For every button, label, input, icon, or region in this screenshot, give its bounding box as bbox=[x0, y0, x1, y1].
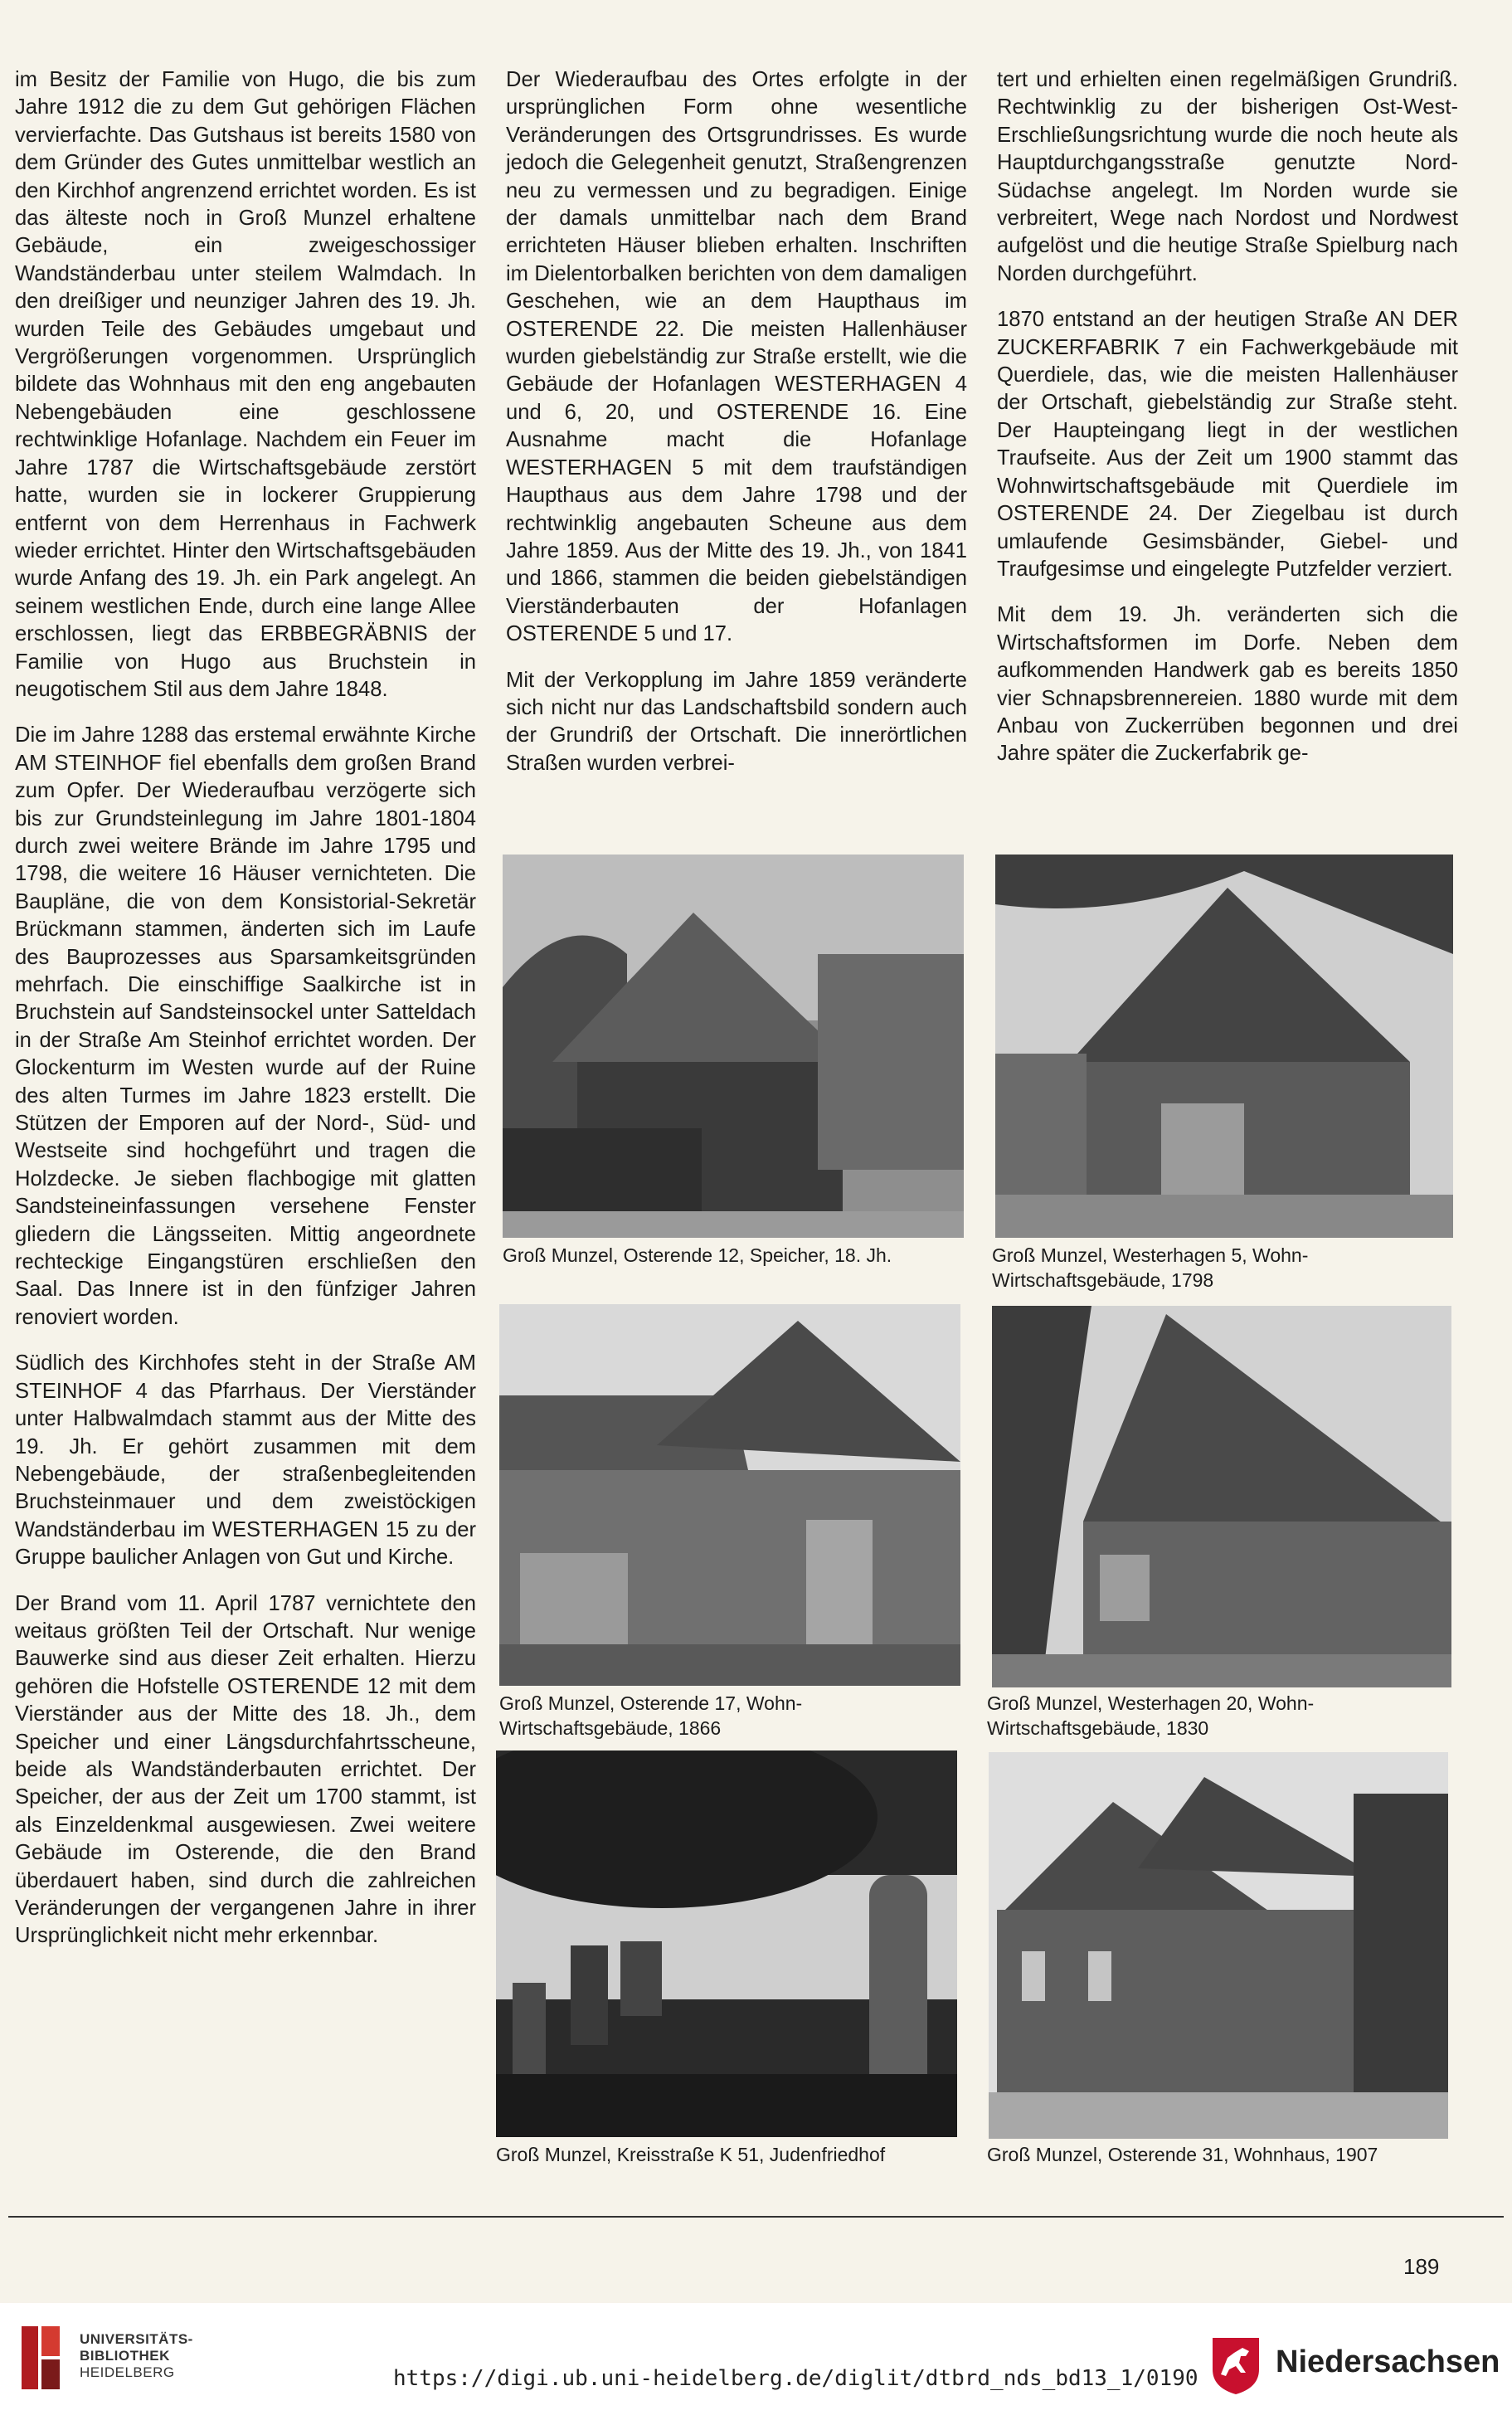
text-column-3 bbox=[997, 66, 1458, 786]
paragraph: Der Brand vom 11. April 1787 vernichtete den weitaus größten Teil der Ortschaft. Nur wenige Bauwerke sind aus dieser Zeit erhalten. Hierzu gehören die Hofstelle OSTERENDE 12 mit dem Vierständer aus der Mitte des 18. Jh., dem Speicher und einer Längsdurchfahrtsscheune, beide als Wandständerbauten errichtet. Der Speicher, der aus der Zeit um 1700 stammt, ist als Einzeldenkmal ausgewiesen. Zwei weitere Gebäude im Osterende, die den Brand überdauert haben, sind durch die zahlreichen Veränderungen der vergangenen Jahre in ihrer Ursprünglichkeit nicht mehr erkennbar. bbox=[15, 1591, 476, 1948]
photo-judenfriedhof bbox=[496, 1750, 957, 2137]
photo-osterende-17 bbox=[499, 1304, 960, 1686]
library-name[interactable] bbox=[80, 2331, 193, 2381]
niedersachsen-horse-icon bbox=[1209, 2333, 1262, 2396]
paragraph: im Besitz der Familie von Hugo, die bis zum Jahre 1912 die zu dem Gut gehörigen Flächen vervierfachte. Das Gutshaus ist bereits 1580 von dem Gründer des Gutes unmittelbar westlich an den Kirchhof angrenzend errichtet worden. Es ist das älteste noch in Groß Munzel erhaltene Gebäude, ein zweigeschossiger Wandständerbau unter steilem Walmdach. In den dreißiger und neunziger Jahren des 19. Jh. wurden Teile des Gebäudes umgebaut und Vergrößerungen vorgenommen. Ursprünglich bildete das Wohnhaus mit den eng angebauten Nebengebäuden eine geschlossene rechtwinklige Hofanlage. Nachdem ein Feuer im Jahre 1787 die Wirtschaftsgebäude zerstört hatte, wurden sie in lockerer Gruppierung entfernt von dem Herrenhaus in Fachwerk wieder errichtet. Hinter den Wirtschaftsgebäuden wurde Anfang des 19. Jh. ein Park angelegt. An seinem westlichen Ende, durch eine lange Allee erschlossen, liegt das ERBBEGRÄBNIS der Familie von Hugo aus Bruchstein in neugotischem Stil aus dem Jahre 1848. bbox=[15, 68, 476, 701]
paragraph: Mit der Verkopplung im Jahre 1859 veränderte sich nicht nur das Landschaftsbild sondern auch der Grundriß der Ortschaft. Die innerörtlichen Straßen wurden verbrei- bbox=[506, 668, 967, 775]
photo-caption: Groß Munzel, Kreisstraße K 51, Judenfriedhof bbox=[496, 2144, 886, 2165]
paragraph: Mit dem 19. Jh. veränderten sich die Wirtschaftsformen im Dorfe. Neben dem aufkommenden Handwerk gab es bereits 1850 vier Schnapsbrennereien. 1880 wurde mit dem Anbau von Zuckerrüben begonnen und drei Jahre später die Zuckerfabrik ge- bbox=[997, 603, 1458, 766]
photo-westerhagen-5 bbox=[995, 855, 1453, 1238]
photo-caption: Groß Munzel, Westerhagen 5, Wohn-Wirtschaftsgebäude, 1798 bbox=[992, 1244, 1309, 1291]
state-name[interactable]: Niedersachsen bbox=[1276, 2345, 1500, 2379]
photo-osterende-31 bbox=[989, 1752, 1448, 2139]
paragraph: tert und erhielten einen regelmäßigen Grundriß. Rechtwinklig zu der bisherigen Ost-West-Erschließungsrichtung wurde die noch heute als Hauptdurchgangsstraße genutzte Nord-Südachse angelegt. Im Norden wurde sie verbreitert, Wege nach Nordost und Nordwest aufgelöst und die heutige Straße Spielburg nach Norden durchgeführt. bbox=[997, 68, 1458, 285]
document-url-link[interactable]: https://digi.ub.uni-heidelberg.de/diglit/dtbrd_nds_bd13_1/0190 bbox=[393, 2366, 1198, 2391]
text-column-1 bbox=[15, 66, 476, 1969]
photo-osterende-12 bbox=[503, 855, 964, 1238]
photo-caption: Groß Munzel, Osterende 12, Speicher, 18. Jh. bbox=[503, 1244, 892, 1266]
university-library-logo-icon bbox=[18, 2323, 63, 2393]
paragraph: Die im Jahre 1288 das erstemal erwähnte Kirche AM STEINHOF fiel ebenfalls dem großen Brand zum Opfer. Der Wiederaufbau verzögerte sich bis zur Grundsteinlegung im Jahre 1801-1804 durch zwei weitere Brände im Jahre 1795 und 1798, die weitere 16 Häuser vernichteten. Die Baupläne, die von dem Konsistorial-Sekretär Brückmann stammen, änderten sich im Laufe des Bauprozesses aus Sparsamkeitsgründen mehrfach. Die einschiffige Saalkirche ist in Bruchstein auf Sandsteinsockel unter Satteldach in der Straße Am Steinhof errichtet worden. Der Glockenturm im Westen wurde auf der Ruine des alten Turmes im Jahre 1823 erstellt. Die Stützen der Emporen auf der Nord-, Süd- und Westseite sind hochgeführt und tragen die Holzdecke. Je sieben flachbogige mit glatten Sandsteineinfassungen versehene Fenster gliedern die Längsseiten. Mittig angeordnete rechteckige Eingangstüren erschließen den Saal. Das Innere ist in den fünfziger Jahren renoviert worden. bbox=[15, 723, 476, 1329]
photo-caption: Groß Munzel, Osterende 31, Wohnhaus, 1907 bbox=[987, 2144, 1378, 2165]
library-line: HEIDELBERG bbox=[80, 2364, 175, 2380]
paragraph: Der Wiederaufbau des Ortes erfolgte in der ursprünglichen Form ohne wesentliche Veränderungen des Ortsgrundrisses. Es wurde jedoch die Gelegenheit genutzt, Straßengrenzen neu zu vermessen und zu begradigen. Einige der damals unmittelbar nach dem Brand errichteten Häuser blieben erhalten. Inschriften im Dielentorbalken berichten von dem damaligen Geschehen, wie an dem Haupthaus im OSTERENDE 22. Die meisten Hallenhäuser wurden giebelständig zur Straße erstellt, wie die Gebäude der Hofanlagen WESTERHAGEN 4 und 6, 20, und OSTERENDE 16. Eine Ausnahme macht die Hofanlage WESTERHAGEN 5 mit dem traufständigen Haupthaus aus dem Jahre 1798 und der rechtwinklig angebauten Scheune aus dem Jahre 1859. Aus der Mitte des 19. Jh., von 1841 und 1866, stammen die beiden giebelständigen Vierständerbauten der Hofanlagen OSTERENDE 5 und 17. bbox=[506, 68, 967, 646]
footer-rule bbox=[8, 2216, 1504, 2218]
page-number: 189 bbox=[1403, 2254, 1440, 2279]
footer-bar bbox=[0, 2303, 1512, 2420]
photo-westerhagen-20 bbox=[992, 1306, 1451, 1687]
library-line: UNIVERSITÄTS- bbox=[80, 2331, 193, 2347]
paragraph: Südlich des Kirchhofes steht in der Straße AM STEINHOF 4 das Pfarrhaus. Der Vierständer unter Halbwalmdach stammt aus der Mitte des 19. Jh. Er gehört zusammen mit dem Nebengebäude, der straßenbegleitenden Bruchsteinmauer und dem zweistöckigen Wandständerbau im WESTERHAGEN 15 zu der Gruppe baulicher Anlagen von Gut und Kirche. bbox=[15, 1351, 476, 1570]
photo-caption: Groß Munzel, Westerhagen 20, Wohn-Wirtschaftsgebäude, 1830 bbox=[987, 1692, 1315, 1739]
photo-caption: Groß Munzel, Osterende 17, Wohn-Wirtschaftsgebäude, 1866 bbox=[499, 1692, 803, 1739]
library-line: BIBLIOTHEK bbox=[80, 2348, 170, 2364]
text-column-2 bbox=[506, 66, 967, 796]
paragraph: 1870 entstand an der heutigen Straße AN DER ZUCKERFABRIK 7 ein Fachwerkgebäude mit Querdiele, das, wie die meisten Hallenhäuser der Ortschaft, giebelständig zur Straße steht. Der Haupteingang liegt in der westlichen Traufseite. Aus der Zeit um 1900 stammt das Wohnwirtschaftsgebäude mit Querdiele im OSTERENDE 24. Der Ziegelbau ist durch umlaufende Gesimsbänder, Giebel- und Traufgesimse und eingelegte Putzfelder verziert. bbox=[997, 308, 1458, 581]
